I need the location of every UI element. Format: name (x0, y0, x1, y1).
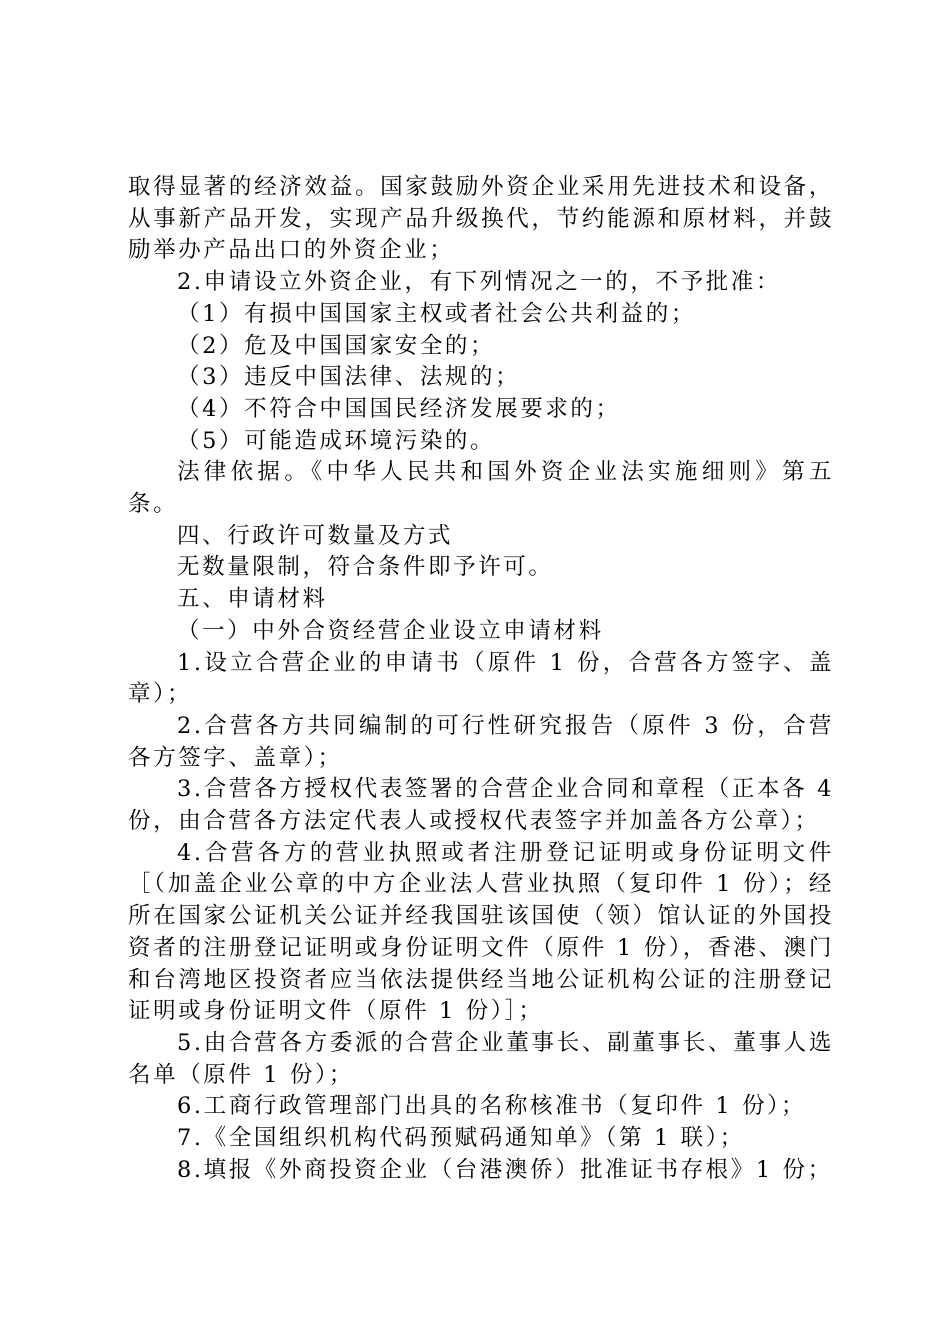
subsection-heading-1: （一）中外合资经营企业设立申请材料 (177, 617, 604, 644)
material-item-2: 2.合营各方共同编制的可行性研究报告（原件 3 份，合营各方签字、盖章）； (128, 712, 834, 771)
material-item-4: 4.合营各方的营业执照或者注册登记证明或身份证明文件［（加盖企业公章的中方企业法人营业执照（复印件 1 份）；经所在国家公证机关公证并经我国驻该国使（领）馆认证的外国投资者的注册登记证明或身份证明文件（原件 1 份），香港、澳门和台湾地区投资者应当依法提供经当地公证机构公证的注册登记证明或身份证明文件（原件 1 份）］； (128, 839, 834, 1025)
section-heading-5: 五、申请材料 (177, 586, 328, 613)
material-item-6: 6.工商行政管理部门出具的名称核准书（复印件 1 份）； (177, 1093, 807, 1120)
paragraph-subitem-3: （3）违反中国法律、法规的； (177, 364, 521, 391)
document-body (128, 172, 834, 1187)
material-item-8: 8.填报《外商投资企业（台港澳侨）批准证书存根》1 份； (177, 1156, 833, 1183)
paragraph-legal-basis: 法律依据。《中华人民共和国外资企业法实施细则》第五条。 (128, 459, 834, 518)
paragraph-item-2: 2.申请设立外资企业，有下列情况之一的，不予批准： (177, 269, 781, 296)
material-item-3: 3.合营各方授权代表签署的合营企业合同和章程（正本各 4 份，由合营各方法定代表人或授权代表签字并加盖各方公章）； (128, 776, 834, 835)
paragraph-subitem-4: （4）不符合中国国民经济发展要求的； (177, 395, 621, 422)
paragraph-subitem-2: （2）危及中国国家安全的； (177, 332, 496, 359)
paragraph-subitem-1: （1）有损中国国家主权或者社会公共利益的； (177, 300, 696, 327)
paragraph-quantity: 无数量限制，符合条件即予许可。 (177, 554, 554, 581)
material-item-7: 7.《全国组织机构代码预赋码通知单》（第 1 联）； (177, 1125, 745, 1152)
section-heading-4: 四、行政许可数量及方式 (177, 522, 454, 549)
material-item-1: 1.设立合营企业的申请书（原件 1 份，合营各方签字、盖章）； (128, 649, 834, 708)
material-item-5: 5.由合营各方委派的合营企业董事长、副董事长、董事人选名单（原件 1 份）； (128, 1029, 834, 1088)
paragraph-continuation: 取得显著的经济效益。国家鼓励外资企业采用先进技术和设备，从事新产品开发，实现产品升级换代，节约能源和原材料，并鼓励举办产品出口的外资企业； (128, 174, 834, 264)
paragraph-subitem-5: （5）可能造成环境污染的。 (177, 427, 496, 454)
